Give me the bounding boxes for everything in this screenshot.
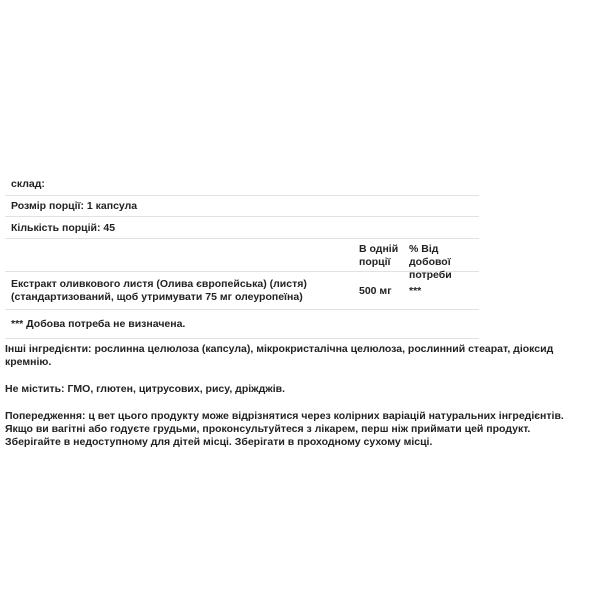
amount-per-serving-header: В одній порції [359,243,399,268]
serving-size-row [5,196,479,217]
facts-heading-row [5,172,479,196]
servings-per-container-row [5,217,479,239]
supplement-facts-table [5,172,479,339]
ingredient-name: Екстракт оливкового листя (Олива європейська) (листя) (стандартизований, щоб утримувати 75 мг олеуропеїна) [11,278,307,303]
column-header-row [5,239,479,281]
ingredient-daily-value: *** [409,285,422,297]
daily-value-header: % Від добової потреби [409,243,452,281]
ingredient-amount: 500 мг [359,285,392,297]
product-notes [5,343,585,463]
warning: Попередження: ц вет цього продукту може відрізнятися через колірних варіацій натуральних інгредієнтів. Якщо ви вагітні або годуєте грудьми, проконсультуйтеся з лікарем, перш ніж приймати цей продукт. Зберігайте в недоступному для дітей місці. Зберігати в проходному сухому місці. [5,410,564,448]
footnote-row [5,310,479,339]
footnote: *** Добова потреба не визначена. [11,318,186,330]
facts-heading: склад: [11,177,45,190]
serving-size: Розмір порції: 1 капсула [11,200,138,212]
other-ingredients: Інші інгредієнти: рослинна целюлоза (капсула), мікрокристалічна целюлоза, рослинний стеарат, діоксид кремнію. [5,343,554,368]
ingredient-row [5,272,479,310]
does-not-contain: Не містить: ГМО, глютен, цитрусових, рису, дріжджів. [5,383,285,395]
servings-per-container: Кількість порцій: 45 [11,221,116,234]
